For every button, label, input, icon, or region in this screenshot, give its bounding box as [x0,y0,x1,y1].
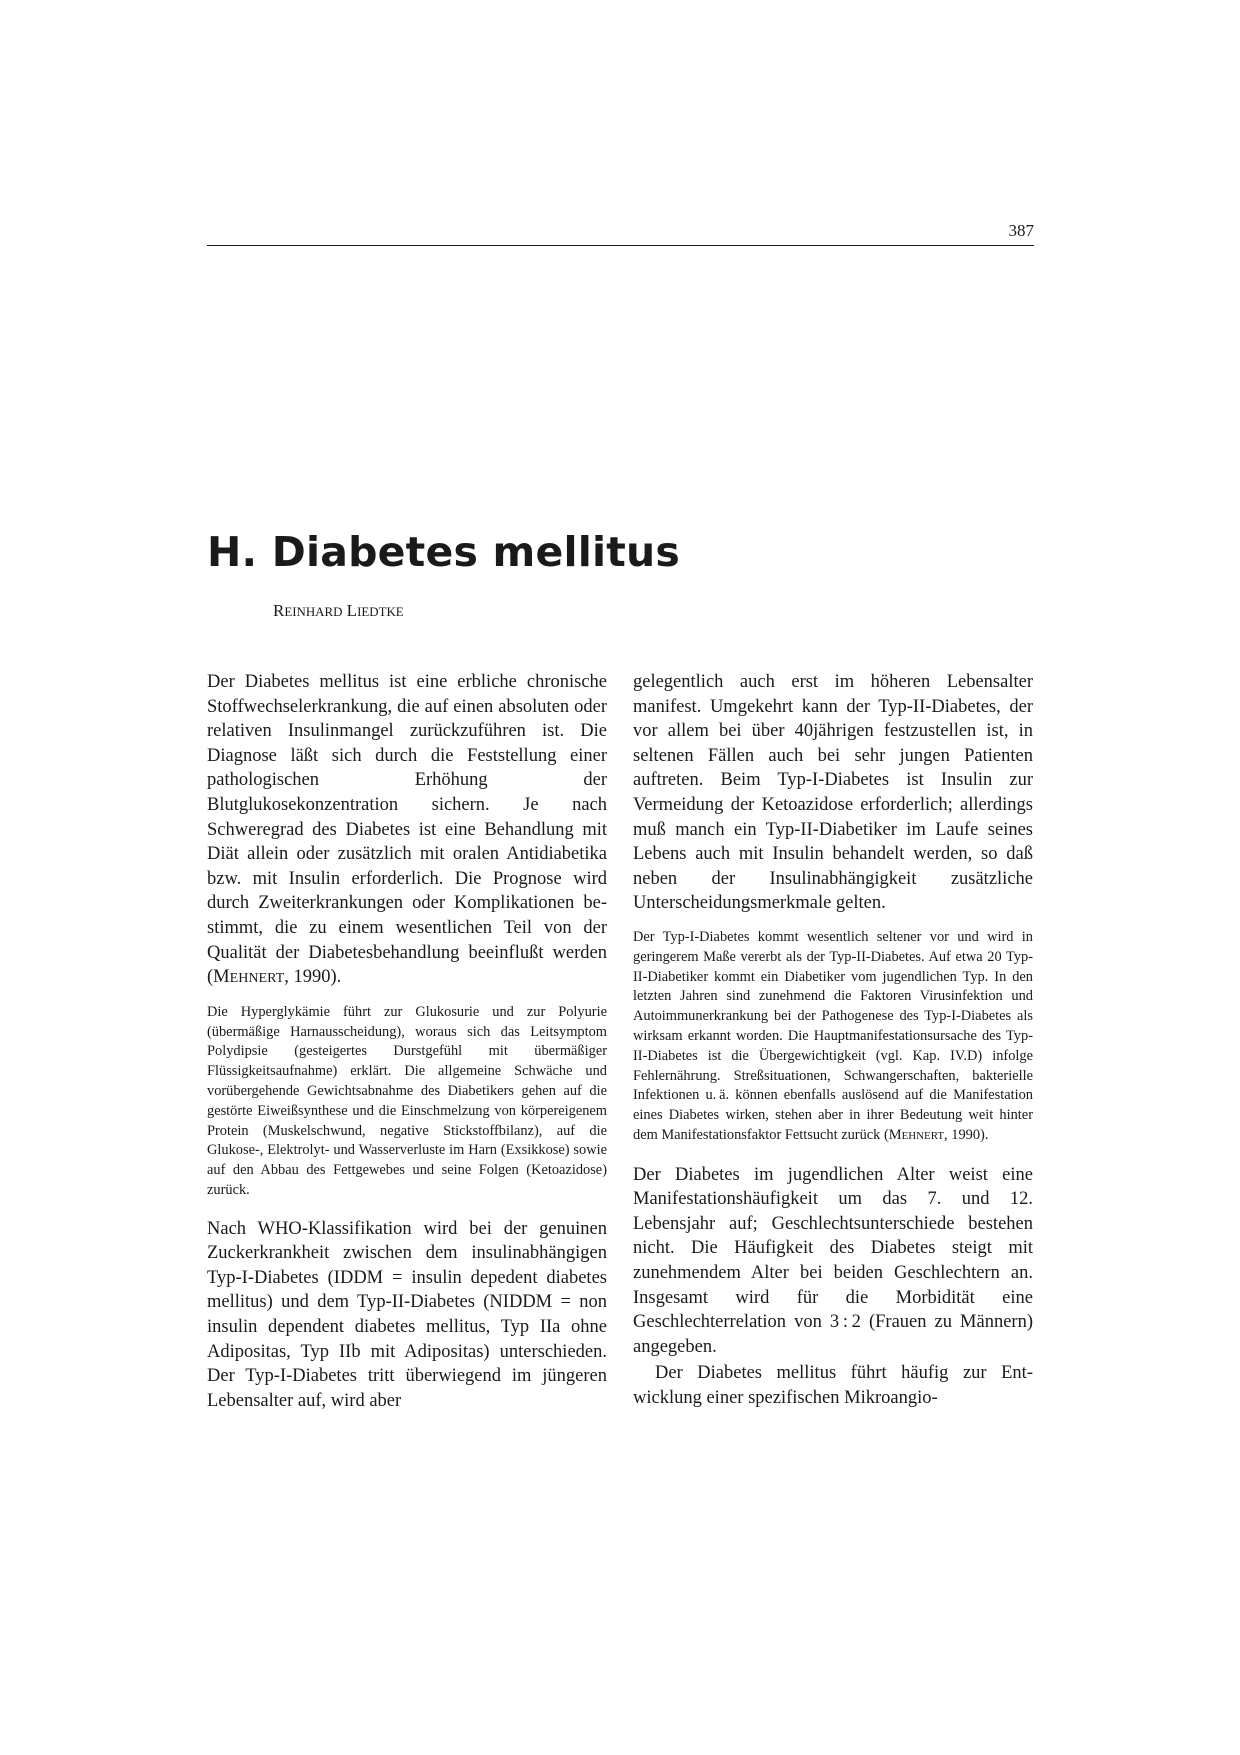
intro-paragraph-text: Der Diabetes mellitus ist eine erbliche chronische Stoffwechselerkrankung, die auf einen absoluten oder relativen Insulinmangel zurückzuführen ist. Die Diagnose läßt sich durch die Feststellung einer pathologischen Erhöhung der Blutglukosekonzentration sichern. Je nach Schweregrad des Diabetes ist eine Behandlung mit Diät allein oder zusätzlich mit oralen Antidiabetika bzw. mit Insulin erforderlich. Die Prognose wird durch Zweiterkrankungen oder Komplikationen bestimmt, die zu einem wesentlichen Teil von der Qualität der Diabetesbehandlung beeinflußt werden ( [207,672,607,988]
citation-initial: M [213,967,230,988]
who-classification-paragraph: Nach WHO-Klassifikation wird bei der genuinen Zuckerkrankheit zwischen dem insulinabhängigen Typ-I-Diabetes (IDDM = insulin depedent diabetes mellitus) und dem Typ-II-Diabetes (NIDDM = non insulin dependent diabetes mellitus, Typ IIa ohne Adipositas, Typ IIb mit Adipositas) unterschieden. Der Typ-I-Diabetes tritt überwiegend im jüngeren Lebensalter auf, wird aber [207,1218,607,1411]
citation-year: , 1990). [284,967,342,988]
citation-name: EHNERT [229,970,285,987]
microangiopathy-paragraph: Der Diabetes mellitus führt häufig zur Entwicklung einer spezifischen Mikroangio- [633,1363,1033,1409]
hyperglycemia-note: Die Hyperglykämie führt zur Glukosurie und zur Polyurie (übermäßige Harnausscheidung), woraus sich das Leitsymptom Polydipsie (gesteigertes Durstgefühl mit übermäßiger Flüssigkeitsaufnahme) erklärt. Die allgemeine Schwäche und vorübergehende Gewichtsabnahme des Diabetikers gehen auf die gestörte Eiweißsynthese und die Einschmelzung von körpereigenem Protein (Muskelschwund, negative Stickstoffbilanz), auf die Glukose-, Elektrolyt- und Wasserverluste im Harn (Exsikkose) sowie auf den Abbau des Fettgewebes und seine Folgen (Ketoazidose) zurück. [207,1003,607,1198]
citation-year: , 1990). [944,1126,989,1143]
type-i-note [633,928,1033,1147]
right-column [633,670,1033,1411]
page-number: 387 [1008,221,1034,240]
citation-initial: M [888,1126,902,1143]
author-first-rest: EINHARD [284,604,343,619]
author-last-initial: L [346,601,358,620]
left-column [207,670,607,1413]
header-rule [207,245,1034,246]
chapter-title: H. Diabetes mellitus [207,528,681,576]
citation-name: EHNERT [901,1129,945,1142]
juvenile-diabetes-paragraph: Der Diabetes im jugendlichen Alter weist eine Manifestationshäufigkeit um das 7. und 12. Lebensjahr auf; Geschlechtsunterschiede bestehen nicht. Die Häufigkeit des Diabetes steigt mit zunehmendem Alter bei beiden Geschlechtern an. Insgesamt wird für die Morbidität eine Geschlechterrelation von 3 : 2 (Frauen zu Männern) angegeben. [633,1164,1033,1357]
intro-paragraph [207,670,607,991]
author-first-initial: R [273,601,285,620]
author-name [273,600,404,623]
author-last-rest: IEDTKE [357,604,404,619]
manifestation-paragraph: gelegentlich auch erst im höheren Lebensalter manifest. Umgekehrt kann der Typ-II-Diabetes, der vor allem bei über 40jährigen festzustellen ist, in seltenen Fällen auch bei sehr jungen Patienten auftreten. Beim Typ-I-Diabetes ist Insulin zur Vermeidung der Ketoazidose erforderlich; allerdings muß manch ein Typ-II-Diabetiker im Laufe seines Lebens auch mit Insulin behandelt werden, so daß neben der Insulinabhängigkeit zusätzliche Unterscheidungsmerkmale gelten. [633,672,1033,914]
type-i-note-text: Der Typ-I-Diabetes kommt wesentlich seltener vor und wird in geringerem Maße vererbt als der Typ-II-Diabetes. Auf etwa 20 Typ-II-Diabetiker kommt ein Diabetiker vom jugendlichen Typ. In den letzten Jahren sind zunehmend die Faktoren Virusinfektion und Autoimmunerkrankung bei der Pathogenese des Typ-I-Diabetes als wirksam erkannt worden. Die Hauptmanifestationsursache des Typ-II-Diabetes ist die Übergewichtigkeit (vgl. Kap. IV.D) infolge Fehlernährung. Streßsituationen, Schwangerschaften, bakterielle Infektionen u. ä. können ebenfalls auslösend auf die Manifestation eines Diabetes wirken, stehen aber in ihrer Bedeutung weit hinter dem Manifestationsfaktor Fettsucht zurück ( [633,928,1033,1143]
